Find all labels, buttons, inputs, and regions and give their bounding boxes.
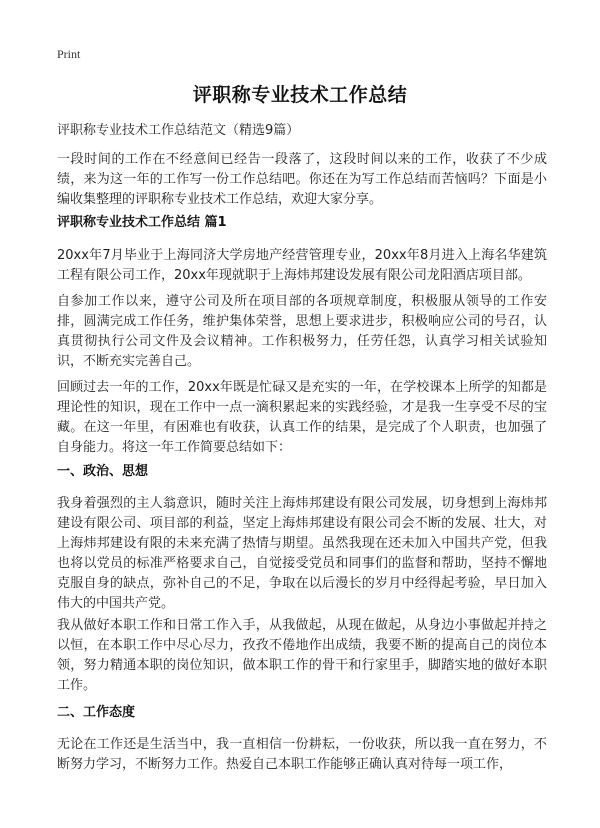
print-link[interactable]: Print <box>57 47 81 61</box>
heading-politics: 一、政治、思想 <box>57 464 149 479</box>
paragraph-text: 无论在工作还是生活当中，我一直相信一份耕耘，一份收获，所以我一直在努力，不断努力学习，不断努力工作。热爱自己本职工作能够正确认真对待每一项工作， <box>57 737 547 772</box>
document-subtitle: 评职称专业技术工作总结范文（精选9篇） <box>57 123 300 138</box>
intro-paragraph <box>57 150 547 210</box>
paragraph-politics <box>57 494 547 614</box>
paragraph-work-conduct <box>57 292 547 372</box>
document-title: 评职称专业技术工作总结 <box>192 84 408 106</box>
section-heading-1: 评职称专业技术工作总结 篇1 <box>57 215 227 230</box>
paragraph-text: 自参加工作以来，遵守公司及所在项目部的各项规章制度，积极服从领导的工作安排，圆满完成工作任务，维护集体荣誉，思想上要求进步，积极响应公司的号召，认真贯彻执行公司文件及会议精神。工作积极努力，任劳任怨，认真学习相关试验知识，不断充实完善自己。 <box>57 294 547 369</box>
paragraph-text: 我从做好本职工作和日常工作入手，从我做起，从现在做起，从身边小事做起并持之以恒，在本职工作中尽心尽力，孜孜不倦地作出成绩，我要不断的提高自己的岗位本领，努力精通本职的岗位知识，做本职工作的骨干和行家里手，脚踏实地的做好本职工作。 <box>57 618 547 693</box>
paragraph-education <box>57 246 547 286</box>
paragraph-text: 20xx年7月毕业于上海同济大学房地产经营管理专业，20xx年8月进入上海名华建筑工程有限公司工作，20xx年现就职于上海炜邦建设发展有限公司龙阳酒店项目部。 <box>57 248 547 283</box>
heading-attitude: 二、工作态度 <box>57 705 136 720</box>
paragraph-text: 我身着强烈的主人翁意识，随时关注上海炜邦建设有限公司发展，切身想到上海炜邦建设有限公司、项目部的利益，坚定上海炜邦建设有限公司会不断的发展、壮大，对上海炜邦建设有限的未来充满了热情与期望。虽然我现在还未加入中国共产党，但我也将以党员的标准严格要求自己，自觉接受党员和同事们的监督和帮助，坚持不懈地克服自身的缺点，弥补自己的不足，争取在以后漫长的岁月中经得起考验，早日加入伟大的中国共产党。 <box>57 496 547 611</box>
paragraph-daily-work <box>57 616 547 696</box>
paragraph-text: 回顾过去一年的工作，20xx年既是忙碌又是充实的一年，在学校课本上所学的知都是理论性的知识，现在工作中一点一滴积累起来的实践经验，才是我一生享受不尽的宝藏。在这一年里，有困难也有收获，认真工作的结果，是完成了个人职责，也加强了自身能力。将这一年工作简要总结如下： <box>57 380 547 455</box>
paragraph-attitude <box>57 735 547 775</box>
paragraph-review <box>57 378 547 458</box>
intro-text: 一段时间的工作在不经意间已经告一段落了，这段时间以来的工作，收获了不少成绩，来为这一年的工作写一份工作总结吧。你还在为写工作总结而苦恼吗？下面是小编收集整理的评职称专业技术工作总结，欢迎大家分享。 <box>57 152 547 207</box>
